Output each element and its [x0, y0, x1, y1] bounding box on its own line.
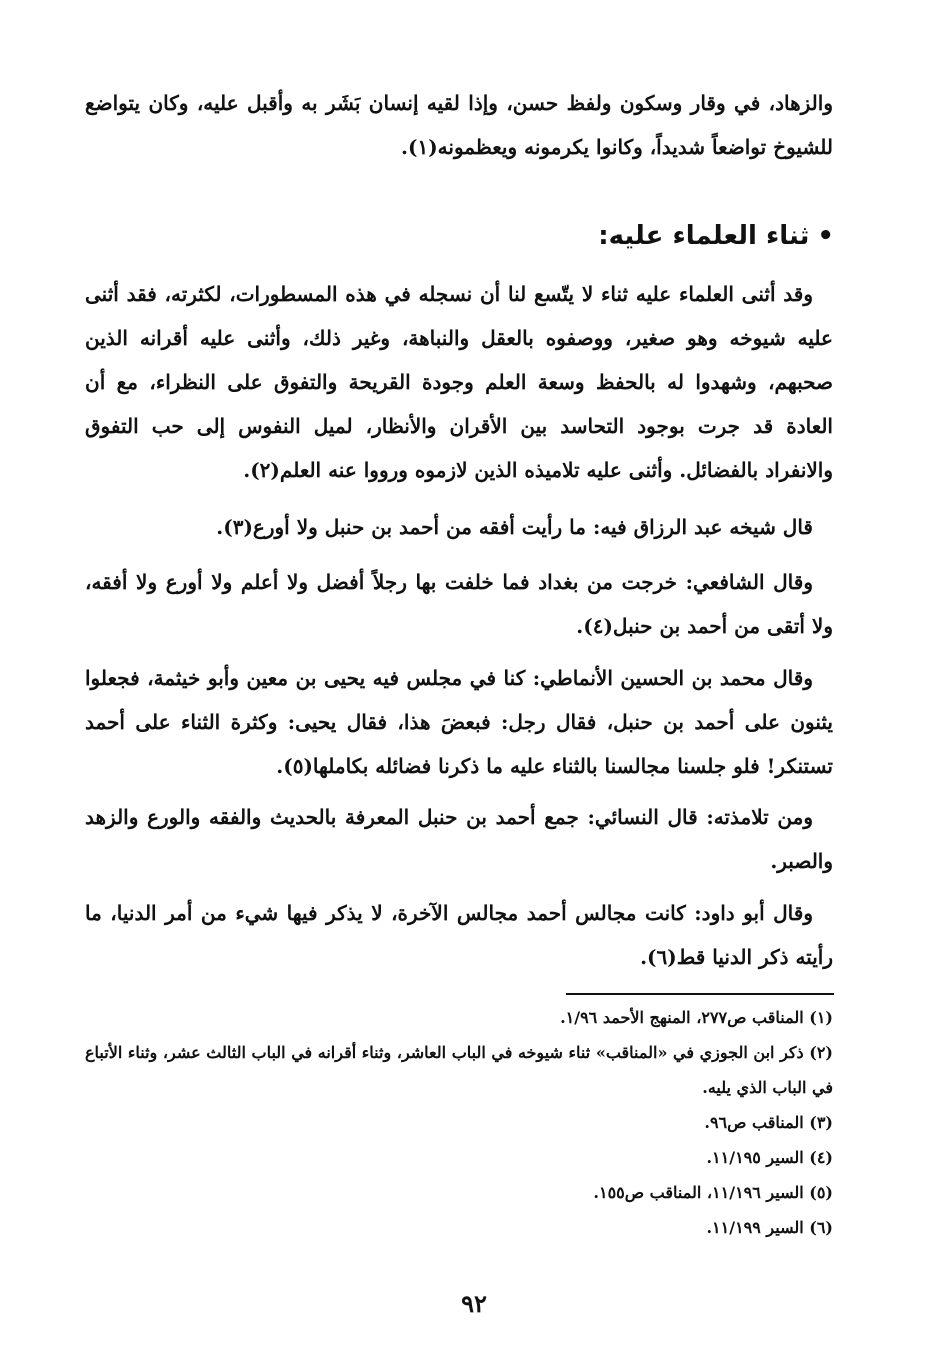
footnote-2: (٢) ذكر ابن الجوزي في «المناقب» ثناء شيوخه في الباب العاشر، وثناء أقرانه في الباب الثالث عشر، وثناء الأتباع في الباب الذي يليه. — [85, 1043, 833, 1097]
footnote-divider — [566, 993, 834, 995]
footnote-4: (٤) السير ١١/١٩٥. — [706, 1148, 833, 1167]
footnote-6: (٦) السير ١١/١٩٩. — [706, 1218, 833, 1237]
footnote-1: (١) المناقب ص٢٧٧، المنهج الأحمد ١/٩٦. — [560, 1008, 833, 1027]
footnotes — [85, 1000, 833, 1245]
praise-paragraph: وقد أثنى العلماء عليه ثناء لا يتّسع لنا أن نسجله في هذه المسطورات، لكثرته، فقد أثنى عليه شيوخه وهو صغير، ووصفوه بالعقل والنباهة، وغير ذلك، وأثنى عليه أقرانه الذين صحبهم، وشهدوا له بالحفظ وسعة العلم وجودة القريحة والتفوق على النظراء، مع أن العادة قد جرت بوجود التحاسد بين الأقران والأنظار، لميل النفوس إلى حب التفوق والانفراد بالفضائل. وأثنى عليه تلاميذه الذين لازموه ورووا عنه العلم(٢). — [85, 282, 833, 482]
opening-paragraph: والزهاد، في وقار وسكون ولفظ حسن، وإذا لقيه إنسان بَشَر به وأقبل عليه، وكان يتواضع للشيوخ تواضعاً شديداً، وكانوا يكرمونه ويعظمونه(١). — [85, 91, 833, 159]
shafii-quote: وقال الشافعي: خرجت من بغداد فما خلفت بها رجلاً أفضل ولا أعلم ولا أورع ولا أفقه، ولا أتقى من أحمد بن حنبل(٤). — [85, 570, 833, 638]
heading-bullet: • — [817, 221, 834, 251]
abudawud-quote: وقال أبو داود: كانت مجالس أحمد مجالس الآخرة، لا يذكر فيها شيء من أمر الدنيا، ما رأيته ذكر الدنيا قط(٦). — [85, 901, 833, 969]
heading-text: ثناء العلماء عليه: — [598, 221, 810, 251]
anmati-quote: وقال محمد بن الحسين الأنماطي: كنا في مجلس فيه يحيى بن معين وأبو خيثمة، فجعلوا يثنون على أحمد بن حنبل، فقال رجل: فبعضَ هذا، فقال يحيى: وكثرة الثناء على أحمد تستنكر! فلو جلسنا مجالسنا بالثناء عليه ما ذكرنا فضائله بكاملها(٥). — [85, 666, 833, 778]
abdulrazzaq-quote: قال شيخه عبد الرزاق فيه: ما رأيت أفقه من أحمد بن حنبل ولا أورع(٣). — [216, 515, 813, 539]
page-number: ٩٢ — [461, 1289, 487, 1318]
footnote-3: (٣) المناقب ص٩٦. — [704, 1113, 833, 1132]
footnote-5: (٥) السير ١١/١٩٦، المناقب ص١٥٥. — [593, 1183, 833, 1202]
nasai-quote: ومن تلامذته: قال النسائي: جمع أحمد بن حنبل المعرفة بالحديث والفقه والورع والزهد والصبر. — [85, 805, 833, 873]
section-heading — [598, 216, 834, 256]
